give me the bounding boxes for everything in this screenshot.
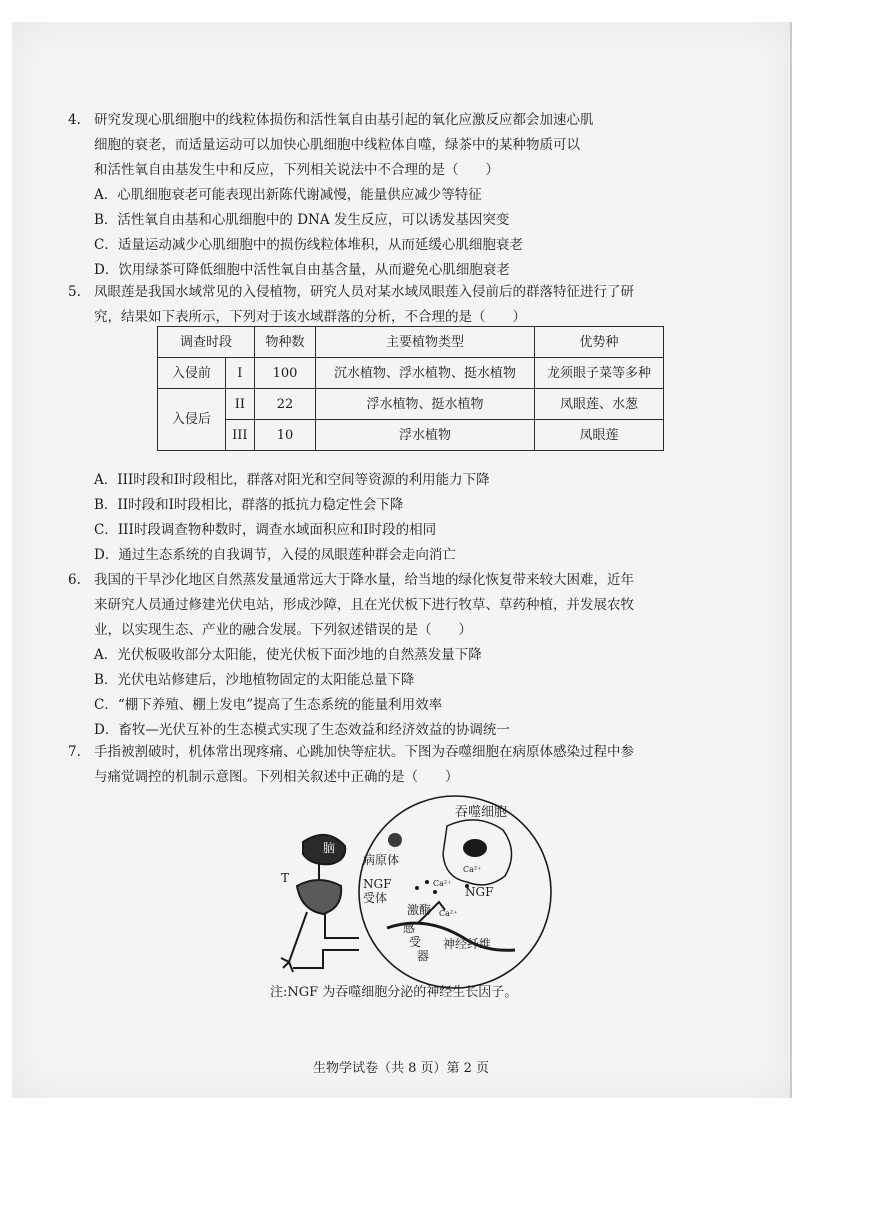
label-ca-2: Ca²⁺ [433, 879, 452, 888]
label-nerve-fiber: 神经纤维 [443, 937, 492, 951]
option-b: B．光伏电站修建后，沙地植物固定的太阳能总量下降 [94, 672, 415, 688]
arm-hand [281, 912, 307, 972]
exam-page [12, 22, 792, 1098]
table-cell: III [225, 420, 254, 451]
question-4 [68, 108, 714, 283]
table-header-cell: 优势种 [535, 327, 664, 358]
label-phagocyte: 吞噬细胞 [455, 805, 508, 820]
table-cell: 浮水植物 [316, 420, 535, 451]
question-6 [68, 568, 714, 743]
question-number: 4. [68, 112, 81, 128]
table-cell: 凤眼莲 [535, 420, 664, 451]
table-cell: 22 [255, 389, 316, 420]
label-ngf: NGF [465, 885, 494, 899]
ngf-dot [433, 890, 437, 894]
label-ngf-receptor-line2: 受体 [363, 891, 388, 905]
page-content [12, 22, 790, 1098]
table-cell: 沉水植物、浮水植物、挺水植物 [316, 358, 535, 389]
question-5-options [94, 468, 714, 568]
question-number: 5. [68, 284, 81, 300]
table-cell: 入侵后 [158, 389, 226, 451]
label-ca-3: Ca²⁺ [439, 909, 458, 918]
question-text-line: 细胞的衰老，而适量运动可以加快心肌细胞中线粒体自噬，绿茶中的某种物质可以 [94, 137, 580, 153]
question-text-line: 凤眼莲是我国水域常见的入侵植物，研究人员对某水域凤眼莲入侵前后的群落特征进行了研 [94, 284, 634, 300]
table-cell: 龙须眼子菜等多种 [535, 358, 664, 389]
pathogen-shape [388, 833, 402, 847]
label-receptor-3: 器 [417, 949, 430, 963]
question-text-line: 来研究人员通过修建光伏电站，形成沙障，且在光伏板下进行牧草、草药种植，并发展农牧 [94, 597, 634, 613]
table-cell: 100 [255, 358, 316, 389]
table-header-cell: 物种数 [255, 327, 316, 358]
label-receptor-2: 受 [409, 935, 422, 949]
label-brain: 脑 [323, 841, 336, 855]
question-number: 6. [68, 572, 81, 588]
table-cell: 浮水植物、挺水植物 [316, 389, 535, 420]
table-cell: II [225, 389, 254, 420]
mechanism-figure [267, 790, 557, 990]
mechanism-diagram [267, 790, 557, 990]
option-c: C．“棚下养殖、棚上发电”提高了生态系统的能量利用效率 [94, 697, 443, 713]
option-b: B．II时段和I时段相比，群落的抵抗力稳定性会下降 [94, 497, 404, 513]
question-text-line: 和活性氧自由基发生中和反应，下列相关说法中不合理的是（ ） [94, 162, 499, 178]
question-text-line: 业，以实现生态、产业的融合发展。下列叙述错误的是（ ） [94, 622, 472, 638]
label-kinase: 激酶 [407, 903, 432, 917]
option-c: C．III时段调查物种数时，调查水域面积应和I时段的相同 [94, 522, 437, 538]
question-text-line: 究，结果如下表所示，下列对于该水域群落的分析，不合理的是（ ） [94, 309, 526, 325]
table-row [158, 420, 664, 451]
question-text-line: 研究发现心肌细胞中的线粒体损伤和活性氧自由基引起的氧化应激反应都会加速心肌 [94, 112, 594, 128]
sensory-path [293, 950, 359, 968]
ngf-dot [415, 886, 419, 890]
survey-table [157, 326, 664, 451]
option-d: D．饮用绿茶可降低细胞中活性氧自由基含量，从而避免心肌细胞衰老 [94, 262, 510, 278]
label-receptor-1: 感 [403, 921, 416, 935]
option-a: A．心肌细胞衰老可能表现出新陈代谢减慢，能量供应减少等特征 [94, 187, 482, 203]
table-row [158, 389, 664, 420]
phagocyte-nucleus [463, 839, 487, 857]
table-header-row [158, 327, 664, 358]
question-7 [68, 740, 714, 790]
table-header-cell: 主要植物类型 [316, 327, 535, 358]
label-ca-1: Ca²⁺ [463, 865, 482, 874]
question-text-line: 我国的干旱沙化地区自然蒸发量通常远大于降水量，给当地的绿化恢复带来较大困难，近年 [94, 572, 634, 588]
table-row [158, 358, 664, 389]
question-number: 7. [68, 744, 81, 760]
page-footer: 生物学试卷（共 8 页）第 2 页 [312, 1061, 490, 1076]
option-d: D．通过生态系统的自我调节，入侵的凤眼莲种群会走向消亡 [94, 547, 456, 563]
question-5 [68, 280, 714, 330]
figure-note: 注:NGF 为吞噬细胞分泌的神经生长因子。 [270, 985, 518, 1000]
magnify-circle [359, 796, 551, 988]
label-pathogen: 病原体 [363, 853, 400, 867]
table-cell: 入侵前 [158, 358, 226, 389]
option-a: A．光伏板吸收部分太阳能，使光伏板下面沙地的自然蒸发量下降 [94, 647, 482, 663]
body-silhouette [281, 835, 359, 972]
question-text-line: 手指被割破时，机体常出现疼痛、心跳加快等症状。下图为吞噬细胞在病原体感染过程中参 [94, 744, 634, 760]
ngf-dot [425, 880, 429, 884]
table-header-cell: 调查时段 [158, 327, 255, 358]
option-d: D．畜牧—光伏互补的生态模式实现了生态效益和经济效益的协调统一 [94, 722, 510, 738]
option-a: A．III时段和I时段相比，群落对阳光和空间等资源的利用能力下降 [94, 472, 490, 488]
label-ngf-receptor-line1: NGF [363, 877, 392, 891]
table-cell: I [225, 358, 254, 389]
label-t: T [281, 871, 290, 885]
magnified-view [359, 796, 551, 988]
table-cell: 凤眼莲、水葱 [535, 389, 664, 420]
spinal-section [297, 880, 341, 914]
question-text-line: 与痛觉调控的机制示意图。下列相关叙述中正确的是（ ） [94, 769, 459, 785]
nerve-path [325, 914, 359, 938]
option-b: B．活性氧自由基和心肌细胞中的 DNA 发生反应，可以诱发基因突变 [94, 212, 510, 228]
table-cell: 10 [255, 420, 316, 451]
option-c: C．适量运动减少心肌细胞中的损伤线粒体堆积，从而延缓心肌细胞衰老 [94, 237, 523, 253]
